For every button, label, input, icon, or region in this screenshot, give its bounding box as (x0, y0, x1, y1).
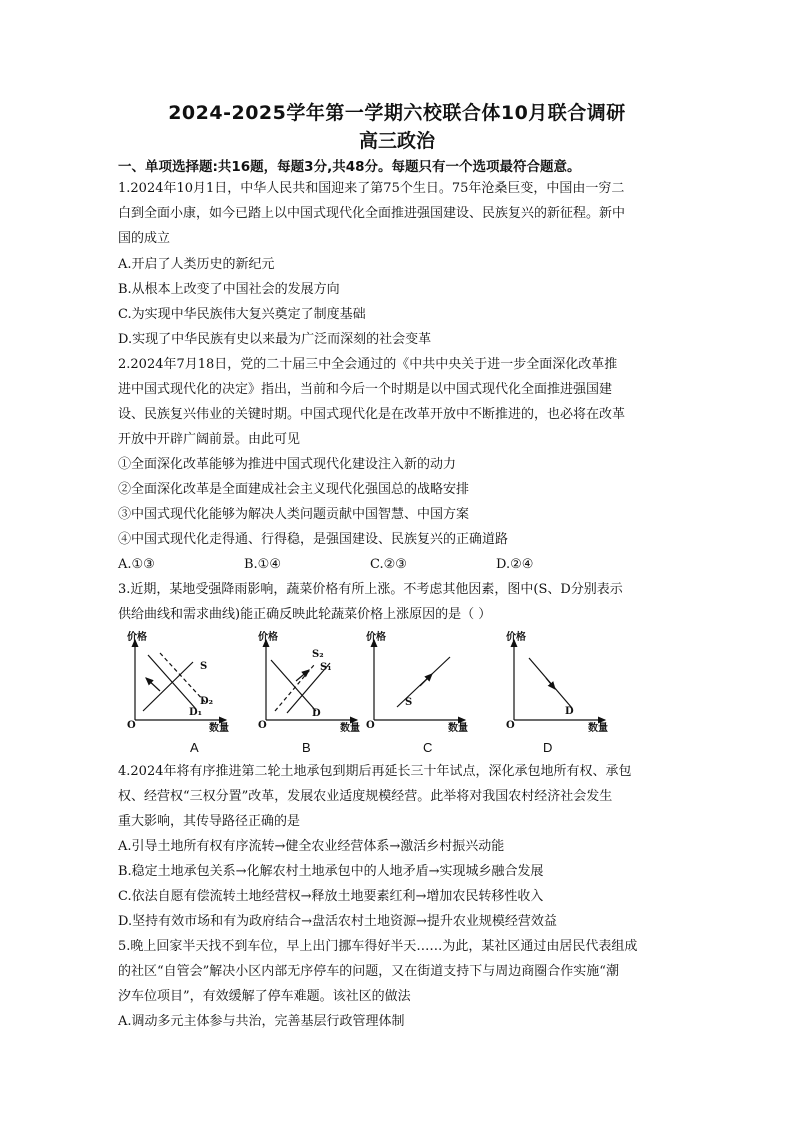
graph-a-s-label: S (200, 661, 208, 672)
q1-line: 国的成立 (118, 231, 171, 246)
q4-line: 重大影响，其传导路径正确的是 (118, 814, 301, 829)
q2-statement-2: ②全面深化改革是全面建成社会主义现代化强国总的战略安排 (118, 482, 470, 497)
q5-line: 5.晚上回家半天找不到车位，早上出门挪车得好半天……为此，某社区通过由居民代表组成 (118, 939, 638, 954)
graph-b-d-curve (271, 660, 316, 711)
q2-option-a: A.①③ (118, 557, 155, 572)
graph-d-origin: O (506, 720, 515, 731)
q2-statement-4: ④中国式现代化走得通、行得稳，是强国建设、民族复兴的正确道路 (118, 532, 509, 547)
graph-a-arrow (146, 678, 160, 691)
q4-option-a: A.引导土地所有权有序流转→健全农业经营体系→激活乡村振兴动能 (118, 839, 505, 854)
exam-title: 2024-2025学年第一学期六校联合体10月联合调研 (168, 102, 626, 124)
q1-option-d: D.实现了中华民族有史以来最为广泛而深刻的社会变革 (118, 332, 432, 347)
q3-line: 3.近期，某地受强降雨影响，蔬菜价格有所上涨。不考虑其他因素，图中(S、D分别表示 (118, 582, 623, 597)
graph-letter-b: B (302, 740, 311, 755)
q2-option-d: D.②④ (496, 557, 534, 572)
graph-letter-a: A (190, 740, 199, 755)
graph-c-price-label: 价格 (366, 632, 386, 643)
graph-c-arrow (420, 674, 432, 686)
graph-a-d2-label: D₂ (200, 696, 214, 707)
q3-graphs (0, 625, 794, 765)
graph-d-quantity-label: 数量 (588, 723, 608, 734)
graph-b-origin: O (258, 720, 267, 731)
graph-letter-d: D (543, 740, 553, 755)
q4-option-d: D.坚持有效市场和有为政府结合→盘活农村土地资源→提升农业规模经营效益 (118, 914, 557, 929)
q1-option-c: C.为实现中华民族伟大复兴奠定了制度基础 (118, 307, 366, 322)
graph-letter-c: C (423, 740, 433, 755)
graph-b-d-label: D (312, 708, 321, 719)
q1-line: 1.2024年10月1日，中华人民共和国迎来了第75个生日。75年沧桑巨变，中国由一穷二 (118, 181, 625, 196)
graph-a-origin: O (127, 720, 136, 731)
q2-option-c: C.②③ (370, 557, 407, 572)
graph-b-arrow (296, 670, 309, 681)
q1-option-b: B.从根本上改变了中国社会的发展方向 (118, 282, 340, 297)
graph-a-s-curve (143, 662, 193, 711)
q2-line: 进中国式现代化的决定》指出，当前和今后一个时期是以中国式现代化全面推进强国建 (118, 382, 613, 397)
q2-statement-3: ③中国式现代化能够为解决人类问题贡献中国智慧、中国方案 (118, 507, 470, 522)
q4-line: 权、经营权“三权分置”改革，发展农业适度规模经营。此举将对我国农村经济社会发生 (118, 789, 613, 804)
graph-b-s2-label: S₂ (312, 649, 324, 660)
graph-a-d1-curve (148, 655, 196, 709)
q2-line: 设、民族复兴伟业的关键时期。中国式现代化是在改革开放中不断推进的，也必将在改革 (118, 407, 626, 422)
q1-option-a: A.开启了人类历史的新纪元 (118, 257, 275, 272)
q1-line: 白到全面小康，如今已踏上以中国式现代化全面推进强国建设、民族复兴的新征程。新中 (118, 206, 626, 221)
graph-b-s1-label: S₁ (320, 662, 332, 673)
graph-a-d1-label: D₁ (189, 707, 203, 718)
graph-c-origin: O (366, 720, 375, 731)
section-heading: 一、单项选择题:共16题，每题3分,共48分。每题只有一个选项最符合题意。 (118, 159, 581, 175)
graph-c-quantity-label: 数量 (448, 723, 468, 734)
graph-d-d-label: D (565, 706, 574, 717)
q2-options (118, 557, 622, 573)
q2-statement-1: ①全面深化改革能够为推进中国式现代化建设注入新的动力 (118, 457, 457, 472)
q5-line: 汐车位项目”，有效缓解了停车难题。该社区的做法 (118, 989, 411, 1004)
q4-option-c: C.依法自愿有偿流转土地经营权→释放土地要素红利→增加农民转移性收入 (118, 889, 544, 904)
q4-line: 4.2024年将有序推进第二轮土地承包到期后再延长三十年试点，深化承包地所有权、承包 (118, 764, 632, 779)
q4-option-b: B.稳定土地承包关系→化解农村土地承包中的人地矛盾→实现城乡融合发展 (118, 864, 544, 879)
graph-a-price-label: 价格 (127, 632, 147, 643)
graph-b-quantity-label: 数量 (340, 723, 360, 734)
exam-subject: 高三政治 (358, 130, 435, 152)
graph-c-s-label: S (405, 697, 413, 708)
graph-d-arrow (546, 678, 555, 689)
q2-line: 开放中开辟广阔前景。由此可见 (118, 432, 301, 447)
q5-line: 的社区“自管会”解决小区内部无序停车的问题，又在街道支持下与周边商圈合作实施“潮 (118, 964, 619, 979)
graph-a-quantity-label: 数量 (209, 723, 229, 734)
graph-d-price-label: 价格 (506, 632, 526, 643)
graph-b-price-label: 价格 (258, 632, 278, 643)
q2-option-b: B.①④ (244, 557, 281, 572)
q2-line: 2.2024年7月18日，党的二十届三中全会通过的《中共中央关于进一步全面深化改革推 (118, 357, 618, 372)
q5-option-a: A.调动多元主体参与共治，完善基层行政管理体制 (118, 1014, 405, 1029)
q3-line: 供给曲线和需求曲线)能正确反映此轮蔬菜价格上涨原因的是（ ） (118, 607, 492, 622)
